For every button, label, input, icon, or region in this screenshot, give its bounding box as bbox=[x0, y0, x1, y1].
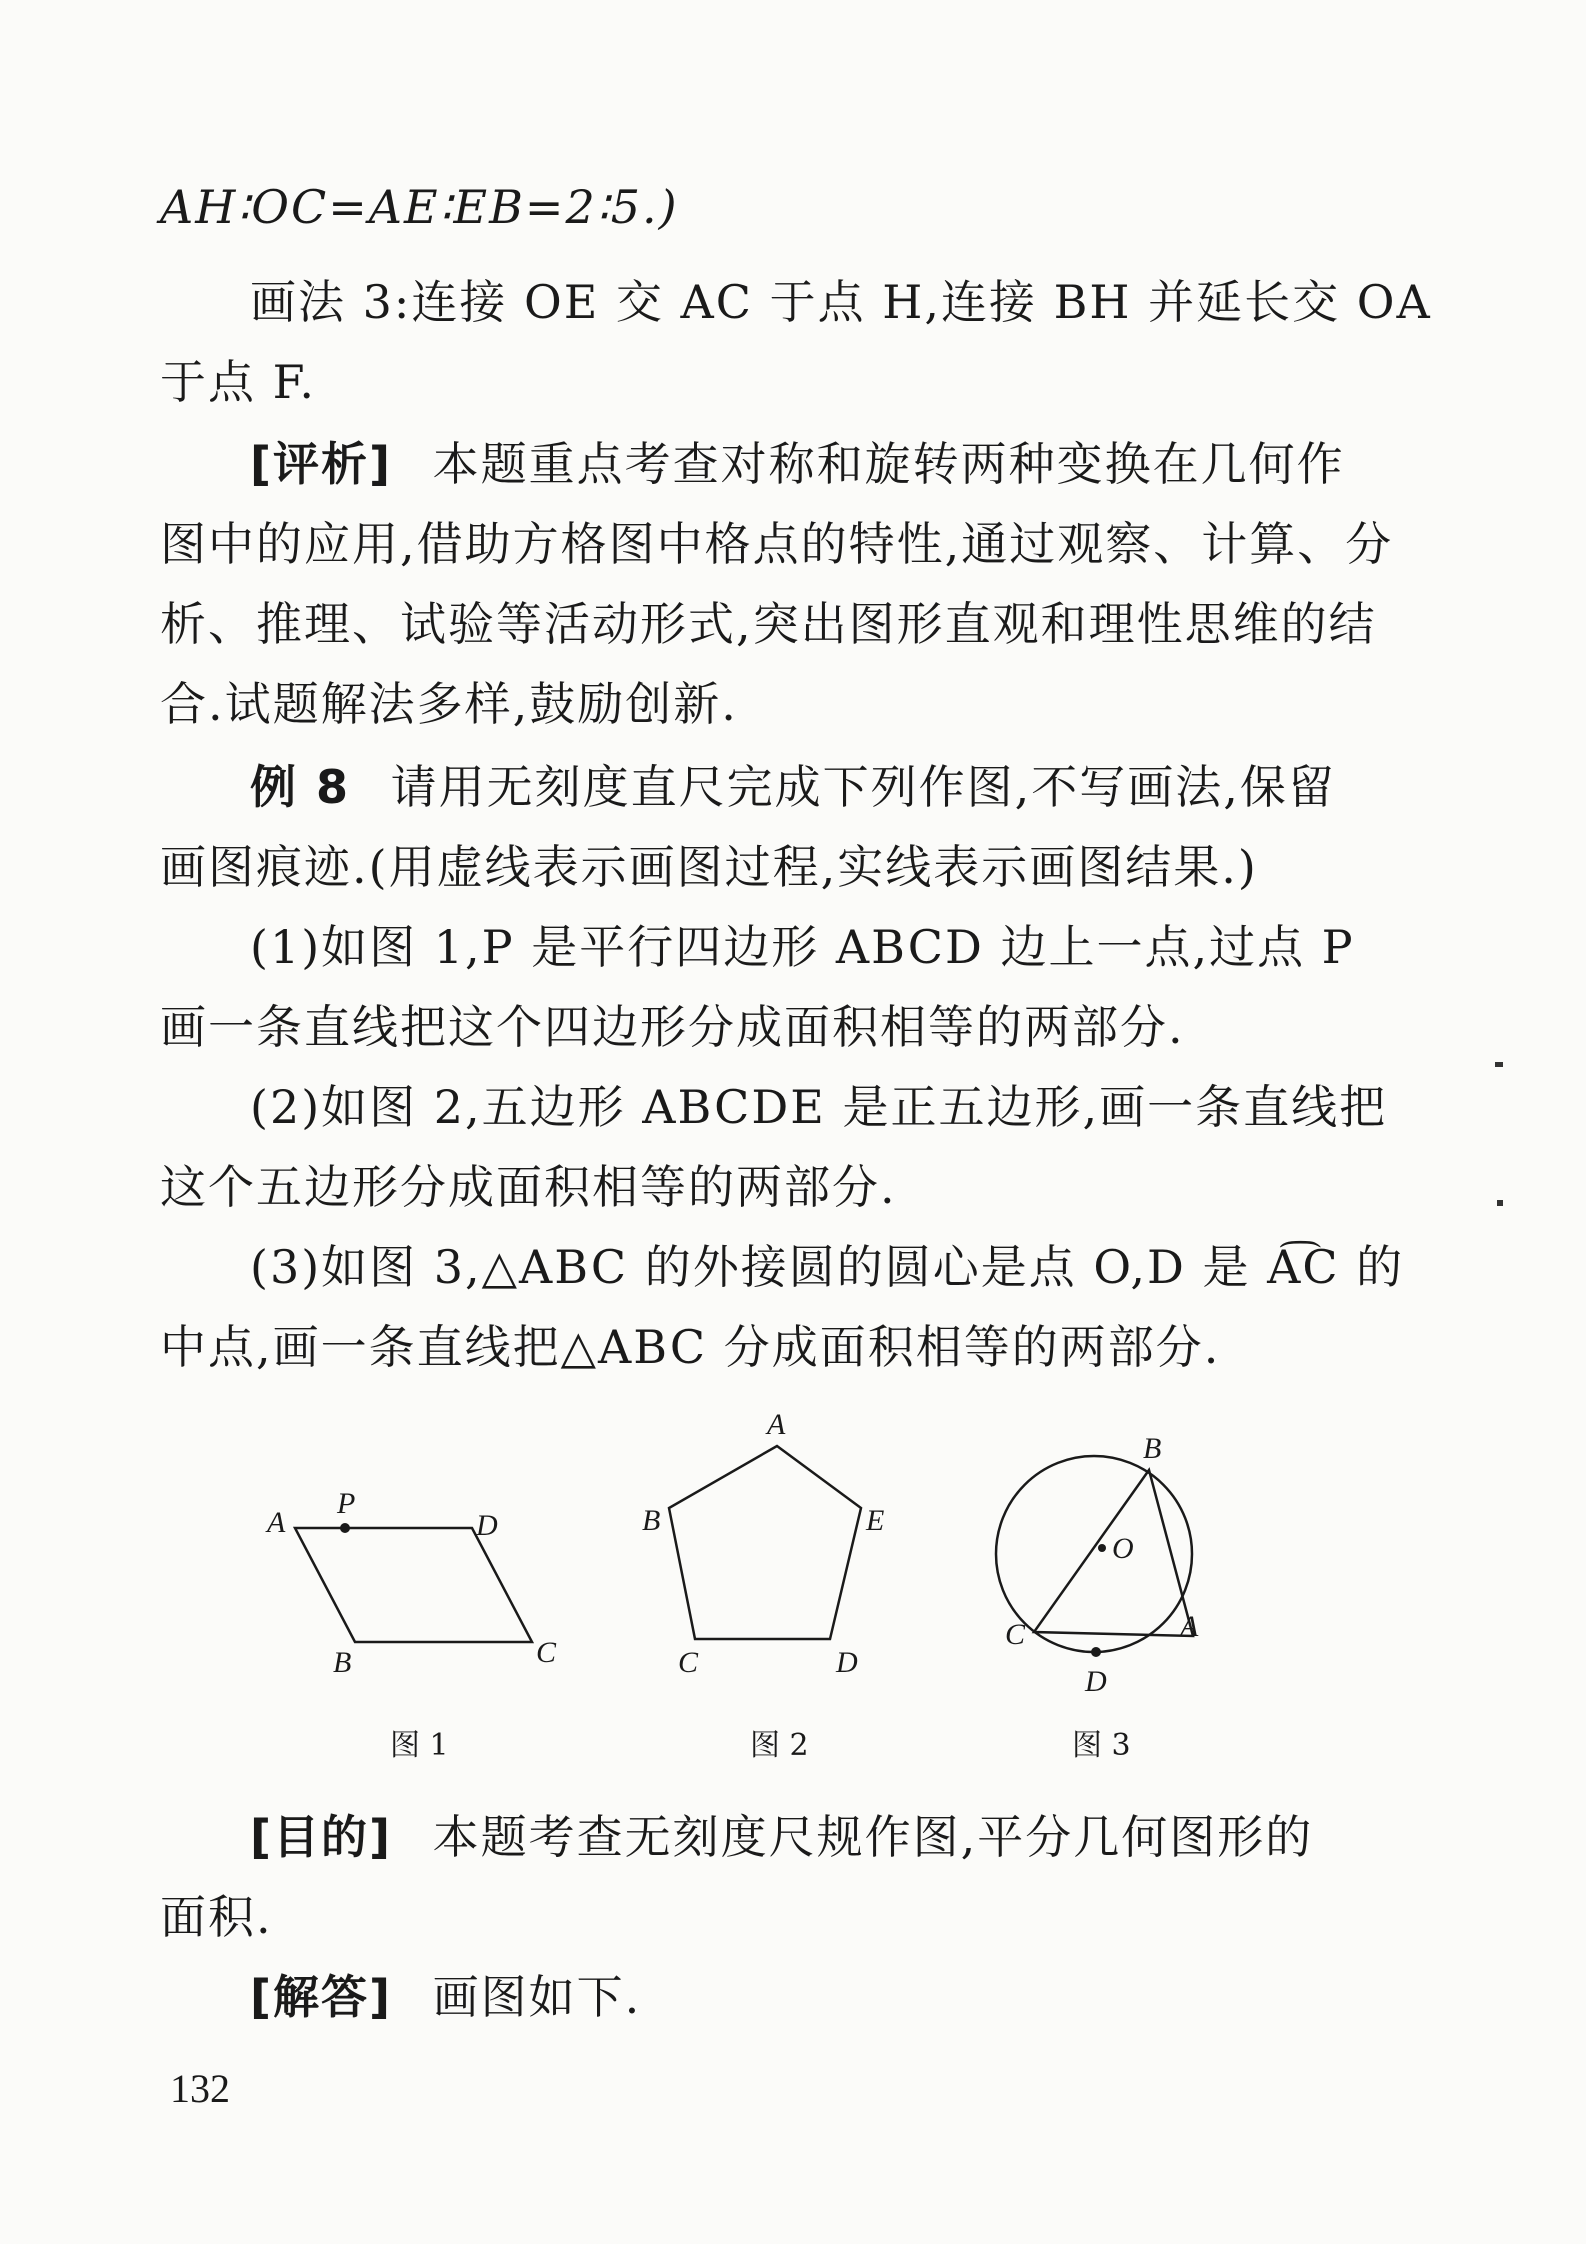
figure-1-parallelogram bbox=[265, 1487, 557, 1679]
figure-3-caption: 图 3 bbox=[1072, 1728, 1131, 1763]
fig2-label-A: A bbox=[767, 1410, 786, 1441]
purpose-text: 本题考查无刻度尺规作图,平分几何图形的 bbox=[432, 1810, 1314, 1864]
fig1-label-D: D bbox=[476, 1509, 498, 1542]
text-line-12: (2)如图 2,五边形 ABCDE 是正五边形,画一条直线把 bbox=[250, 1080, 1388, 1134]
fig3-label-A: A bbox=[1180, 1610, 1199, 1643]
text-line-11: 画一条直线把这个四边形分成面积相等的两部分. bbox=[160, 1000, 1185, 1054]
answer-paragraph-start bbox=[250, 1965, 1390, 2029]
analysis-tag: [评析] bbox=[250, 437, 393, 491]
text-line-2: 画法 3:连接 OE 交 AC 于点 H,连接 BH 并延长交 OA bbox=[250, 275, 1432, 329]
example-tag: 例 8 bbox=[250, 760, 351, 814]
fig3-label-B: B bbox=[1143, 1432, 1162, 1465]
example-text: 请用无刻度直尺完成下列作图,不写画法,保留 bbox=[390, 760, 1336, 814]
text-line-10: (1)如图 1,P 是平行四边形 ABCD 边上一点,过点 P bbox=[250, 920, 1355, 974]
text-line-6: 析、推理、试验等活动形式,突出图形直观和理性思维的结 bbox=[160, 597, 1377, 651]
text-line-15: 中点,画一条直线把△ABC 分成面积相等的两部分. bbox=[160, 1320, 1221, 1374]
scan-speck bbox=[1495, 1062, 1503, 1067]
geometry-figures bbox=[240, 1410, 1280, 1780]
fig2-label-D: D bbox=[836, 1646, 858, 1679]
figure-1-caption: 图 1 bbox=[390, 1728, 449, 1763]
fig1-label-B: B bbox=[333, 1646, 352, 1679]
text-line-5: 图中的应用,借助方格图中格点的特性,通过观察、计算、分 bbox=[160, 517, 1394, 571]
analysis-paragraph-start bbox=[250, 432, 1390, 496]
text-line-1: AH∶OC=AE∶EB=2∶5.) bbox=[160, 180, 679, 234]
text-line-13: 这个五边形分成面积相等的两部分. bbox=[160, 1160, 897, 1214]
fig2-label-B: B bbox=[642, 1504, 661, 1537]
answer-tag: [解答] bbox=[250, 1970, 393, 2024]
fig3-label-O: O bbox=[1112, 1532, 1134, 1565]
figure-2-pentagon bbox=[642, 1410, 884, 1679]
fig3-label-D: D bbox=[1085, 1665, 1107, 1698]
figure-3-circle-triangle bbox=[996, 1432, 1199, 1698]
purpose-tag: [目的] bbox=[250, 1810, 393, 1864]
fig1-label-C: C bbox=[536, 1636, 557, 1669]
text-line-7: 合.试题解法多样,鼓励创新. bbox=[160, 677, 738, 731]
fig1-label-P: P bbox=[337, 1487, 356, 1520]
fig3-label-C: C bbox=[1005, 1618, 1026, 1651]
answer-text: 画图如下. bbox=[432, 1970, 642, 2024]
page-number: 132 bbox=[170, 2066, 230, 2111]
fig2-label-C: C bbox=[678, 1646, 699, 1679]
purpose-paragraph-start bbox=[250, 1805, 1390, 1869]
fig1-label-A: A bbox=[267, 1506, 286, 1539]
text-line-14: (3)如图 3,△ABC 的外接圆的圆心是点 O,D 是 A͡C 的 bbox=[250, 1240, 1405, 1294]
figure-2-caption: 图 2 bbox=[750, 1728, 809, 1763]
analysis-text: 本题重点考查对称和旋转两种变换在几何作 bbox=[432, 437, 1345, 491]
text-line-3: 于点 F. bbox=[160, 355, 316, 409]
text-line-9: 画图痕迹.(用虚线表示画图过程,实线表示画图结果.) bbox=[160, 840, 1258, 894]
example-8-start bbox=[250, 755, 1390, 819]
fig2-label-E: E bbox=[866, 1504, 885, 1537]
figures-row bbox=[240, 1410, 1280, 1780]
scan-speck bbox=[1497, 1200, 1503, 1206]
text-line-17: 面积. bbox=[160, 1890, 273, 1944]
